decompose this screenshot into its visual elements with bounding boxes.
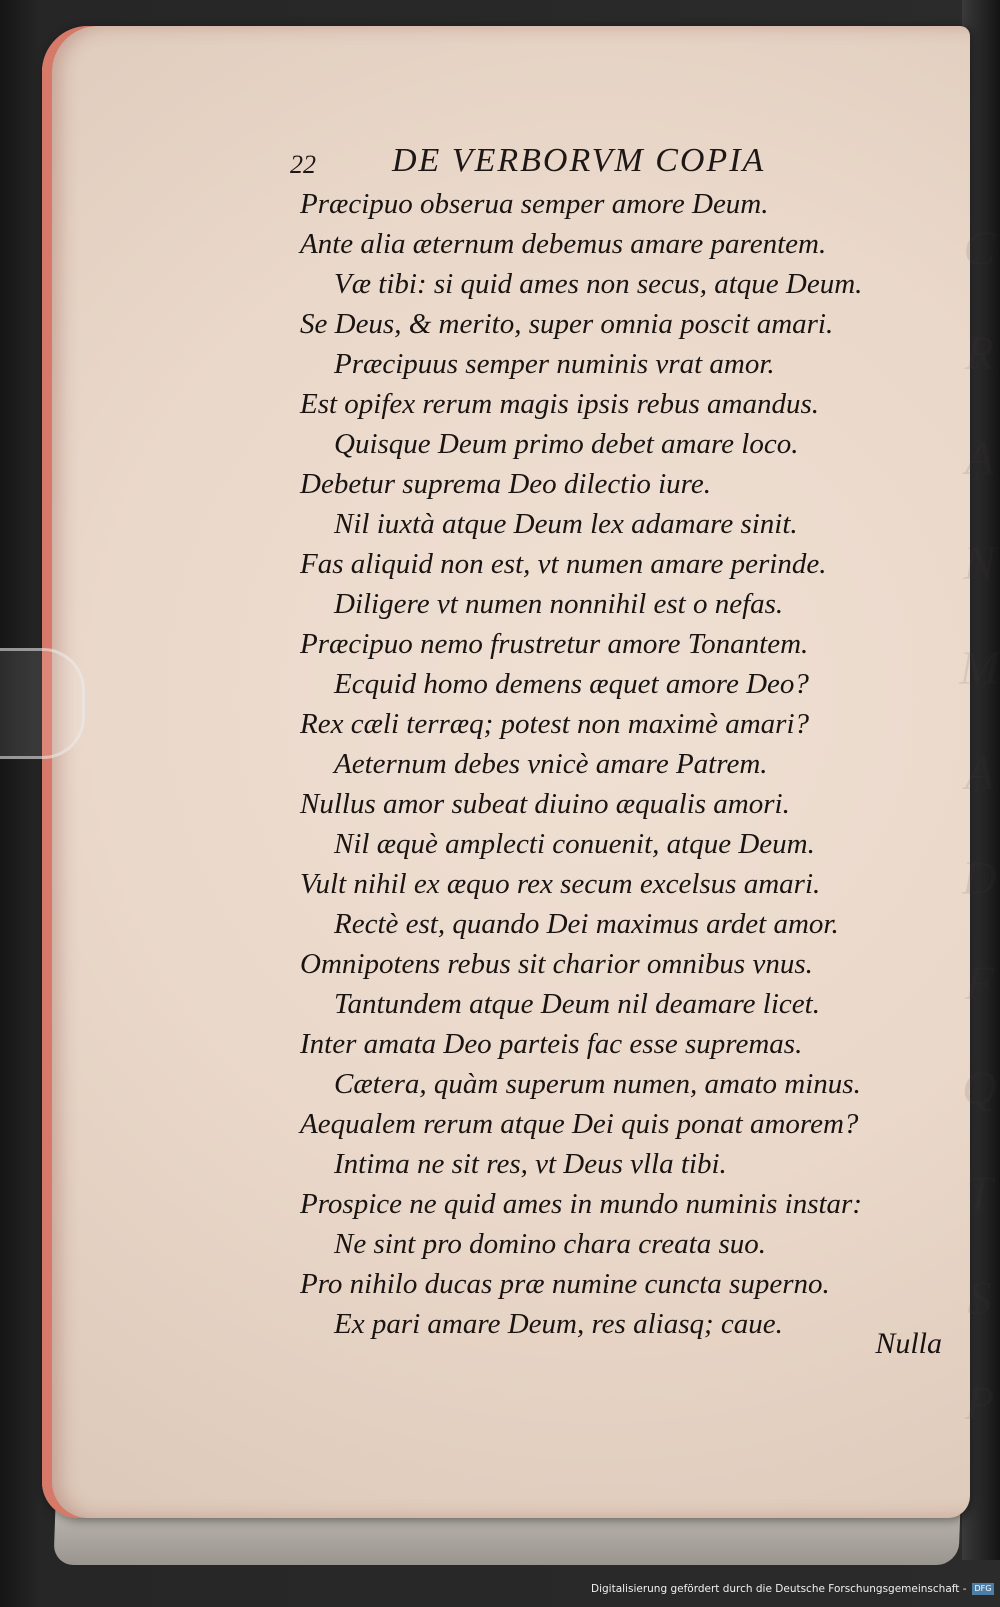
verse-line: Nil iuxtà atque Deum lex adamare sinit.	[334, 508, 798, 540]
latin-verse-text	[300, 184, 960, 1344]
verse-line: Aequalem rerum atque Dei quis ponat amorem?	[300, 1108, 859, 1140]
verse-line: Præcipuo obserua semper amore Deum.	[300, 188, 769, 220]
credit-text: Digitalisierung gefördert durch die Deutsche Forschungsgemeinschaft -	[591, 1583, 967, 1595]
page-clip	[0, 648, 85, 759]
verse-line: Ante alia æternum debemus amare parentem.	[300, 228, 827, 260]
verse-line: Debetur suprema Deo dilectio iure.	[300, 468, 712, 500]
verse-line: Omnipotens rebus sit charior omnibus vnus.	[300, 948, 813, 980]
verse-line: Est opifex rerum magis ipsis rebus amandus.	[300, 388, 820, 420]
verse-line: Pro nihilo ducas præ numine cuncta superno.	[300, 1268, 830, 1300]
verse-line: Væ tibi: si quid ames non secus, atque Deum.	[334, 268, 863, 300]
verse-line: Se Deus, & merito, super omnia poscit amari.	[300, 308, 834, 340]
verse-line: Nil æquè amplecti conuenit, atque Deum.	[334, 828, 815, 860]
verse-line: Nullus amor subeat diuino æqualis amori.	[300, 788, 790, 820]
verse-line: Ex pari amare Deum, res aliasq; caue.	[334, 1308, 783, 1340]
verse-line: Præcipuo nemo frustretur amore Tonantem.	[300, 628, 809, 660]
verse-line: Diligere vt numen nonnihil est o nefas.	[334, 588, 784, 620]
verse-line: Præcipuus semper numinis vrat amor.	[334, 348, 775, 380]
verse-line: Inter amata Deo parteis fac esse supremas.	[300, 1028, 803, 1060]
verse-line: Fas aliquid non est, vt numen amare perinde.	[300, 548, 827, 580]
page-header	[290, 142, 890, 190]
verse-line: Cætera, quàm superum numen, amato minus.	[334, 1068, 861, 1100]
show-through-text: C R A N M A D F Q T S P	[959, 222, 1000, 1430]
verse-line: Quisque Deum primo debet amare loco.	[334, 428, 799, 460]
verse-line: Ecquid homo demens æquet amore Deo?	[334, 668, 809, 700]
verse-line: Prospice ne quid ames in mundo numinis instar:	[300, 1188, 862, 1220]
verse-line: Aeternum debes vnicè amare Patrem.	[334, 748, 768, 780]
verse-line: Tantundem atque Deum nil deamare licet.	[334, 988, 820, 1020]
verse-line: Ne sint pro domino chara creata suo.	[334, 1228, 767, 1260]
page-number: 22	[290, 150, 316, 179]
verse-line: Vult nihil ex æquo rex secum excelsus amari.	[300, 868, 821, 900]
verse-line: Intima ne sit res, vt Deus vlla tibi.	[334, 1148, 727, 1180]
catchword: Nulla	[875, 1327, 942, 1360]
digitization-credit	[591, 1579, 992, 1599]
verse-line: Rectè est, quando Dei maximus ardet amor.	[334, 908, 839, 940]
verse-line: Rex cæli terræq; potest non maximè amari?	[300, 708, 810, 740]
dfg-logo: DFG	[972, 1583, 995, 1595]
running-title: DE VERBORVM COPIA	[392, 142, 766, 179]
